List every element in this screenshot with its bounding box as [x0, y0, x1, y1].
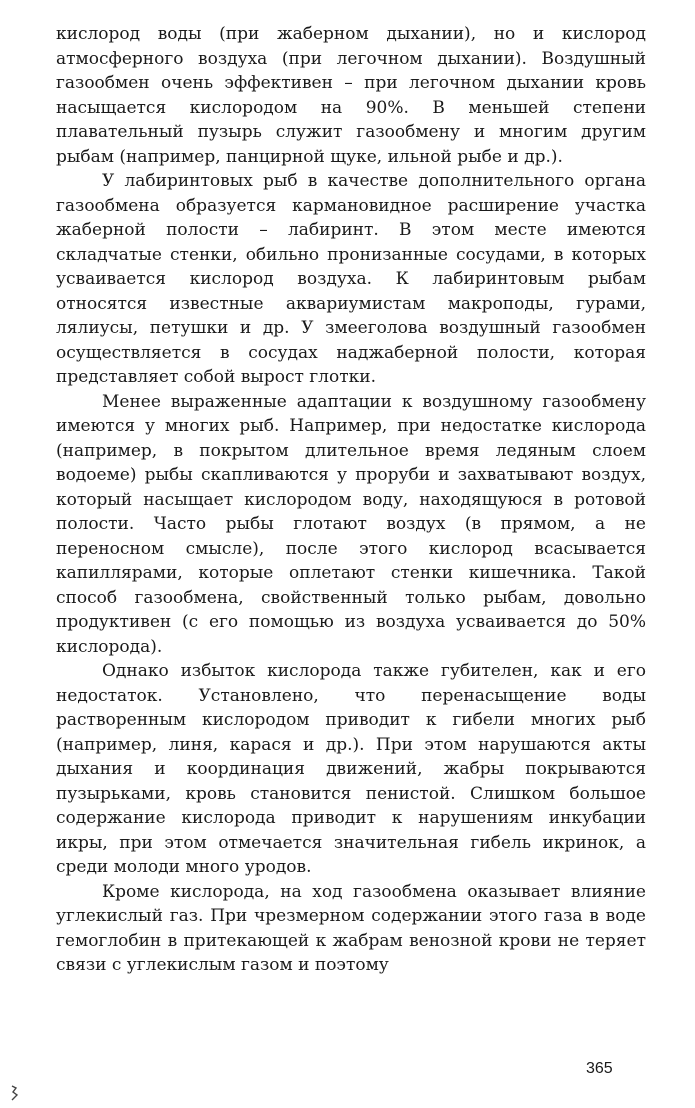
paragraph-1: кислород воды (при жаберном дыхании), но и кислород атмосферного воздуха (при легочном дыхании). Воздушный газообмен очень эффективен – при легочном дыхании кровь насыщается кислородом на 90%. В меньшей степени плавательный пузырь служит газообмену и многим другим рыбам (например, панцирной щуке, ильной рыбе и др.). [56, 24, 646, 167]
scan-artifact-icon [10, 1084, 20, 1102]
paragraph-2: У лабиринтовых рыб в качестве дополнительного органа газообмена образуется кармановидное расширение участка жаберной полости – лабиринт. В этом месте имеются складчатые стенки, обильно пронизанные сосудами, в которых усваивается кислород воздуха. К лабиринтовым рыбам относятся известные аквариумистам макроподы, гурами, лялиусы, петушки и др. У змееголова воздушный газообмен осуществляется в сосудах наджаберной полости, которая представляет собой вырост глотки. [56, 171, 646, 387]
page-body [56, 22, 646, 978]
page-number: 365 [586, 1060, 613, 1077]
paragraph-4: Однако избыток кислорода также губителен, как и его недостаток. Установлено, что перенасыщение воды растворенным кислородом приводит к гибели многих рыб (например, линя, карася и др.). При этом нарушаются акты дыхания и координация движений, жабры покрываются пузырьками, кровь становится пенистой. Слишком большое содержание кислорода приводит к нарушениям инкубации икры, при этом отмечается значительная гибель икринок, а среди молоди много уродов. [56, 661, 646, 877]
paragraph-5: Кроме кислорода, на ход газообмена оказывает влияние углекислый газ. При чрезмерном содержании этого газа в воде гемоглобин в притекающей к жабрам венозной крови не теряет связи с углекислым газом и поэтому [56, 881, 646, 975]
paragraph-3: Менее выраженные адаптации к воздушному газообмену имеются у многих рыб. Например, при недостатке кислорода (например, в покрытом длительное время ледяным слоем водоеме) рыбы скапливаются у проруби и захватывают воздух, который насыщает кислородом воду, находящуюся в ротовой полости. Часто рыбы глотают воздух (в прямом, а не переносном смысле), после этого кислород всасывается капиллярами, которые оплетают стенки кишечника. Такой способ газообмена, свойственный только рыбам, довольно продуктивен (с его помощью из воздуха усваивается до 50% кислорода). [56, 391, 646, 657]
